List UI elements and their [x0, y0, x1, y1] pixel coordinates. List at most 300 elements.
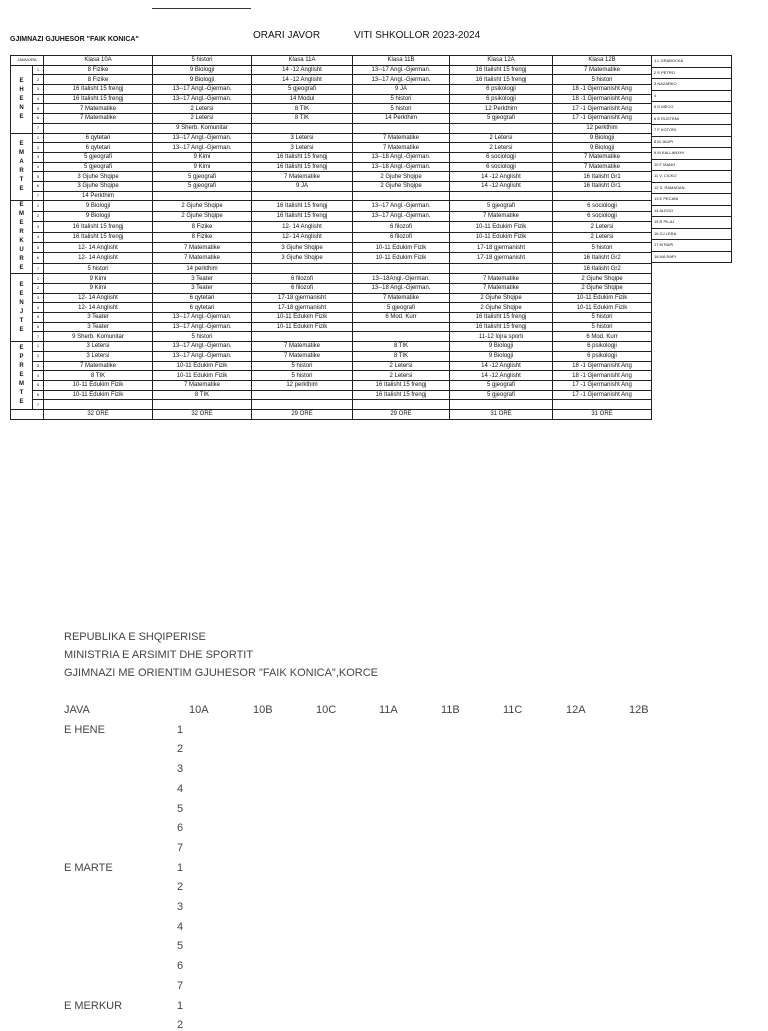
totals-spacer — [11, 409, 44, 419]
period-number: 3 — [33, 222, 44, 232]
lesson-cell: 12 Perkthim — [450, 104, 553, 114]
lesson-cell: 7 Matematike — [450, 211, 553, 221]
lesson-cell: 11-12 lojra sporti — [450, 332, 553, 342]
lesson-cell: 14 -12 Anglisht — [252, 65, 353, 75]
template-header-line: MINISTRIA E ARSIMIT DHE SPORTIT — [64, 649, 254, 661]
grid-period-number: 1 — [177, 999, 184, 1012]
table-row — [11, 263, 652, 273]
lesson-cell: 5 histori — [252, 371, 353, 381]
lesson-cell: 5 histori — [353, 94, 450, 104]
lesson-cell: 5 gjeografi — [450, 114, 553, 124]
lesson-cell — [353, 263, 450, 273]
period-number: 4 — [33, 371, 44, 381]
teacher-name: 18 MA RAPI — [652, 251, 732, 263]
lesson-cell: 7 Matematike — [252, 172, 353, 182]
lesson-cell: 14 -12 Anglisht — [450, 361, 553, 371]
lesson-cell: 9 Kimi — [44, 274, 153, 284]
table-row — [11, 123, 652, 133]
teacher-row — [652, 205, 732, 217]
lesson-cell — [353, 191, 450, 201]
lesson-cell: 18 -1 Gjermanisht Ang — [553, 361, 652, 371]
lesson-cell: 5 gjeografi — [450, 380, 553, 390]
day-label — [11, 342, 33, 410]
lesson-cell: 14 -12 Anglisht — [252, 75, 353, 85]
period-number: 1 — [33, 274, 44, 284]
lesson-cell: 6 sociologji — [553, 201, 652, 211]
table-row — [11, 371, 652, 381]
grid-header-cell: 10A — [189, 704, 209, 716]
column-header: Klasa 10A — [44, 56, 153, 66]
lesson-cell: 8 Fizike — [153, 222, 252, 232]
lesson-cell: 10-11 Edukim Fizik — [553, 303, 652, 313]
period-number: 5 — [33, 243, 44, 253]
period-number: 3 — [33, 85, 44, 95]
day-label — [11, 201, 33, 274]
teacher-name: 17 M RAPI — [652, 240, 732, 252]
lesson-cell: 9 Biologji — [153, 75, 252, 85]
lesson-cell: 17 -1 Gjermanisht Ang — [553, 104, 652, 114]
lesson-cell: 13--17 Angl.-Gjerman. — [353, 75, 450, 85]
total-hours: 29 ORE — [252, 409, 353, 419]
table-row — [11, 65, 652, 75]
lesson-cell: 16 Italisht Gr2 — [553, 263, 652, 273]
lesson-cell: 3 Gjuhe Shqipe — [252, 253, 353, 263]
lesson-cell: 17-18 gjermanisht — [252, 303, 353, 313]
lesson-cell: 13--17 Angl.-Gjerman. — [153, 313, 252, 323]
table-row — [11, 332, 652, 342]
teacher-name: 8 M JAUPI — [652, 136, 732, 148]
lesson-cell: 5 gjeografi — [153, 181, 252, 191]
top-rule — [152, 8, 251, 9]
teacher-row — [652, 148, 732, 160]
total-hours: 29 ORE — [353, 409, 450, 419]
teacher-row — [652, 113, 732, 125]
lesson-cell: 2 Letersi — [153, 104, 252, 114]
lesson-cell: 8 Fizike — [153, 232, 252, 242]
grid-period-number: 3 — [177, 763, 184, 776]
lesson-cell — [450, 123, 553, 133]
teacher-name: 12 S. RAMADAN — [652, 182, 732, 194]
period-number: 5 — [33, 313, 44, 323]
lesson-cell: 5 gjeografi — [353, 303, 450, 313]
period-number: 1 — [33, 342, 44, 352]
lesson-cell: 2 Letersi — [450, 143, 553, 153]
teacher-name: 14 ALEGO — [652, 205, 732, 217]
lesson-cell: 13--17 Angl.-Gjerman. — [153, 94, 252, 104]
teacher-row — [652, 102, 732, 114]
school-name: GJIMNAZI GJUHESOR "FAIK KONICA" — [10, 36, 139, 43]
column-header: 5 histori — [153, 56, 252, 66]
lesson-cell: 16 Italisht 15 frengj — [353, 380, 450, 390]
period-number: 6 — [33, 114, 44, 124]
lesson-cell: 16 Italisht 15 frengj — [44, 85, 153, 95]
table-row — [11, 114, 652, 124]
lesson-cell: 12 perkthim — [252, 380, 353, 390]
period-number: 5 — [33, 104, 44, 114]
grid-header-cell: 12A — [566, 704, 586, 716]
grid-day-label: E HENE — [64, 723, 105, 736]
schedule-title: ORARI JAVOR — [253, 30, 321, 41]
grid-period-number: 7 — [177, 979, 184, 992]
lesson-cell: 7 Matematike — [153, 253, 252, 263]
lesson-cell: 2 Gjuhe Shqipe — [553, 274, 652, 284]
teacher-name: 7 F KOTORI — [652, 125, 732, 137]
lesson-cell: 2 Letersi — [353, 371, 450, 381]
lesson-cell: 13--17 Angl.-Gjerman. — [153, 322, 252, 332]
lesson-cell: 17-18 gjermanisht — [450, 243, 553, 253]
table-row — [11, 94, 652, 104]
period-number: 1 — [33, 65, 44, 75]
period-number: 3 — [33, 293, 44, 303]
table-row — [11, 104, 652, 114]
lesson-cell: 7 Matematike — [553, 152, 652, 162]
lesson-cell: 9 Biologji — [450, 342, 553, 352]
lesson-cell: 9 JA — [353, 85, 450, 95]
lesson-cell: 7 Matematike — [252, 351, 353, 361]
period-number: 5 — [33, 172, 44, 182]
lesson-cell: 5 gjeografi — [44, 162, 153, 172]
grid-period-number: 3 — [177, 901, 184, 913]
lesson-cell: 16 Italisht 15 frengj — [450, 75, 553, 85]
table-row — [11, 253, 652, 263]
grid-period-number: 5 — [177, 802, 184, 815]
lesson-cell: 7 Matematike — [252, 342, 353, 352]
lesson-cell: 5 histori — [153, 332, 252, 342]
teacher-row — [652, 159, 732, 171]
lesson-cell: 5 gjeografi — [44, 152, 153, 162]
lesson-cell: 3 Gjuhe Shqipe — [44, 181, 153, 191]
table-row — [11, 211, 652, 221]
lesson-cell: 13--17 Angl.-Gjerman. — [153, 85, 252, 95]
lesson-cell: 5 histori — [553, 313, 652, 323]
teacher-row — [652, 90, 732, 102]
lesson-cell — [153, 191, 252, 201]
lesson-cell: 12- 14 Anglisht — [252, 222, 353, 232]
lesson-cell: 2 Letersi — [553, 232, 652, 242]
lesson-cell: 3 Teater — [153, 284, 252, 294]
lesson-cell: 6 filozofi — [252, 274, 353, 284]
lesson-cell — [153, 400, 252, 410]
lesson-cell — [44, 400, 153, 410]
grid-header-cell: 12B — [629, 704, 649, 716]
lesson-cell: 6 filozofi — [353, 222, 450, 232]
table-row — [11, 361, 652, 371]
day-label-text: E MARTE — [19, 140, 24, 192]
lesson-cell: 13--17 Angl.-Gjerman. — [153, 342, 252, 352]
lesson-cell: 14 -12 Anglisht — [450, 181, 553, 191]
table-row — [11, 342, 652, 352]
teacher-row — [652, 217, 732, 229]
teacher-name: 2 E PETRO — [652, 67, 732, 79]
grid-period-number: 2 — [177, 881, 184, 894]
lesson-cell: 10-11 Edukim Fizik — [252, 322, 353, 332]
lesson-cell: 14 Perkthim — [353, 114, 450, 124]
lesson-cell: 10-11 Edukim Fizik — [153, 361, 252, 371]
lesson-cell: 9 Biologji — [553, 133, 652, 143]
lesson-cell: 5 histori — [44, 263, 153, 273]
lesson-cell: 7 Matematike — [353, 143, 450, 153]
teacher-name: 13 E PECANI — [652, 194, 732, 206]
lesson-cell: 6 Mod. Kurr — [353, 313, 450, 323]
lesson-cell: 16 Italisht 15 frengj — [252, 152, 353, 162]
lesson-cell: 5 histori — [353, 104, 450, 114]
period-number: 4 — [33, 162, 44, 172]
lesson-cell: 10-11 Edukim Fizik — [353, 243, 450, 253]
lesson-cell — [252, 390, 353, 400]
day-label-text: E PREMTE — [19, 345, 24, 406]
lesson-cell: 7 Matematike — [353, 293, 450, 303]
period-number: 4 — [33, 94, 44, 104]
lesson-cell: 17-18 gjermanisht — [252, 293, 353, 303]
table-row — [11, 133, 652, 143]
period-number: 2 — [33, 351, 44, 361]
total-hours: 32 ORE — [44, 409, 153, 419]
lesson-cell: 6 filozofi — [252, 284, 353, 294]
table-header-row — [11, 56, 652, 66]
lesson-cell: 14 -12 Anglisht — [450, 172, 553, 182]
day-label-text: E HENE — [19, 77, 24, 120]
lesson-cell: 3 Letersi — [44, 342, 153, 352]
lesson-cell: 5 gjeografi — [252, 85, 353, 95]
lesson-cell: 8 TIK — [353, 351, 450, 361]
day-label — [11, 274, 33, 342]
lesson-cell: 5 gjeografi — [153, 172, 252, 182]
lesson-cell: 17-18 gjermanisht — [450, 253, 553, 263]
lesson-cell: 3 Letersi — [252, 133, 353, 143]
lesson-cell: 7 Matematike — [153, 243, 252, 253]
period-number: 3 — [33, 361, 44, 371]
period-number: 6 — [33, 390, 44, 400]
lesson-cell — [252, 400, 353, 410]
lesson-cell: 13--17 Angl.-Gjerman. — [353, 65, 450, 75]
table-row — [11, 274, 652, 284]
lesson-cell: 5 histori — [553, 243, 652, 253]
teacher-row — [652, 251, 732, 263]
lesson-cell: 16 Italisht Gr1 — [553, 181, 652, 191]
lesson-cell — [553, 191, 652, 201]
period-number: 5 — [33, 380, 44, 390]
lesson-cell — [252, 191, 353, 201]
lesson-cell: 10-11 Edukim Fizik — [44, 390, 153, 400]
period-number: 7 — [33, 191, 44, 201]
lesson-cell: 5 gjeografi — [450, 201, 553, 211]
lesson-cell — [44, 123, 153, 133]
table-row — [11, 400, 652, 410]
lesson-cell: 2 Gjuhe Shqipe — [353, 172, 450, 182]
lesson-cell: 17 -1 Gjermanisht Ang — [553, 114, 652, 124]
grid-period-number: 1 — [177, 861, 184, 874]
lesson-cell: 2 Letersi — [450, 133, 553, 143]
lesson-cell: 16 Italisht 15 frengj — [44, 94, 153, 104]
lesson-cell: 13--17 Angl.-Gjerman. — [353, 201, 450, 211]
grid-period-number: 2 — [177, 1019, 184, 1031]
lesson-cell: 7 Matematike — [450, 274, 553, 284]
lesson-cell: 17 -1 Gjermanisht Ang — [553, 380, 652, 390]
table-row — [11, 222, 652, 232]
lesson-cell: 8 Fizike — [44, 65, 153, 75]
lesson-cell: 14 Perkthim — [44, 191, 153, 201]
table-row — [11, 75, 652, 85]
table-row — [11, 191, 652, 201]
day-label — [11, 65, 33, 133]
lesson-cell: 6 psikologji — [450, 85, 553, 95]
lesson-cell: 2 Letersi — [353, 361, 450, 371]
lesson-cell — [353, 400, 450, 410]
lesson-cell: 16 Italisht 15 frengj — [353, 390, 450, 400]
teacher-row — [652, 67, 732, 79]
period-number: 2 — [33, 211, 44, 221]
lesson-cell: 6 sociologji — [450, 152, 553, 162]
lesson-cell: 6 psikologji — [553, 351, 652, 361]
teacher-row — [652, 171, 732, 183]
teacher-row — [652, 240, 732, 252]
lesson-cell: 12- 14 Anglisht — [44, 303, 153, 313]
lesson-cell: 7 Matematike — [153, 380, 252, 390]
lesson-cell: 2 Gjuhe Shqipe — [450, 293, 553, 303]
lesson-cell: 17 -1 Gjermanisht Ang — [553, 390, 652, 400]
teacher-name: 5 D MECO — [652, 102, 732, 114]
lesson-cell: 9 Kimi — [153, 152, 252, 162]
lesson-cell: 13--18 Angl.-Gjerman. — [353, 152, 450, 162]
grid-header-cell: 11B — [441, 704, 460, 716]
total-hours: 32 ORE — [153, 409, 252, 419]
lesson-cell: 10-11 Edukim Fizik — [44, 380, 153, 390]
lesson-cell — [450, 400, 553, 410]
table-row — [11, 232, 652, 242]
lesson-cell — [353, 322, 450, 332]
lesson-cell: 9 Biologji — [553, 143, 652, 153]
grid-header-cell: 11C — [503, 704, 523, 716]
teacher-name: 4 — [652, 90, 732, 102]
lesson-cell: 2 Gjuhe Shqipe — [353, 181, 450, 191]
lesson-cell: 16 Italisht 15 frengj — [252, 211, 353, 221]
lesson-cell: 13--17 Angl.-Gjerman. — [153, 143, 252, 153]
lesson-cell: 16 Italisht 15 frengj — [450, 313, 553, 323]
lesson-cell: 5 histori — [553, 75, 652, 85]
lesson-cell — [353, 332, 450, 342]
period-number: 2 — [33, 284, 44, 294]
lesson-cell: 7 Matematike — [450, 284, 553, 294]
lesson-cell: 8 TIK — [44, 371, 153, 381]
lesson-cell: 7 Matematike — [553, 65, 652, 75]
period-number: 1 — [33, 133, 44, 143]
table-row — [11, 85, 652, 95]
period-number: 7 — [33, 400, 44, 410]
table-row — [11, 243, 652, 253]
day-label-text: E ENJTE — [19, 281, 24, 333]
teacher-name: 3 NAZARKO — [652, 79, 732, 91]
period-number: 2 — [33, 143, 44, 153]
lesson-cell: 8 TIK — [252, 104, 353, 114]
lesson-cell: 6 qytetari — [44, 133, 153, 143]
column-header: Klasa 12B — [553, 56, 652, 66]
lesson-cell: 2 Gjuhe Shqipe — [153, 211, 252, 221]
lesson-cell: 10-11 Edukim Fizik — [153, 371, 252, 381]
period-number: 3 — [33, 152, 44, 162]
grid-period-number: 6 — [177, 822, 184, 835]
lesson-cell: 2 Letersi — [553, 222, 652, 232]
table-row — [11, 143, 652, 153]
grid-header-cell: JAVA — [64, 704, 90, 716]
grid-day-label: E MERKUR — [64, 999, 123, 1012]
lesson-cell: 6 psikologji — [553, 342, 652, 352]
grid-header-cell: 10B — [253, 704, 273, 716]
table-row — [11, 293, 652, 303]
lesson-cell: 7 Matematike — [44, 114, 153, 124]
period-number: 2 — [33, 75, 44, 85]
lesson-cell: 9 Biologji — [44, 211, 153, 221]
day-label-text: E MERKURE — [19, 202, 24, 272]
table-row — [11, 351, 652, 361]
lesson-cell: 16 Italisht 15 frengj — [450, 65, 553, 75]
lesson-cell: 7 Matematike — [553, 162, 652, 172]
lesson-cell: 8 TIK — [252, 114, 353, 124]
column-header: Klasa 11A — [252, 56, 353, 66]
table-row — [11, 152, 652, 162]
lesson-cell: 6 psikologji — [450, 94, 553, 104]
lesson-cell: 10-11 Edukim Fizik — [450, 222, 553, 232]
lesson-cell: 10-11 Edukim Fizik — [252, 313, 353, 323]
corner-cell: JAVA/ORA — [11, 56, 44, 66]
grid-period-number: 2 — [177, 743, 184, 756]
teacher-name: 10 F MANO — [652, 159, 732, 171]
period-number: 4 — [33, 232, 44, 242]
total-hours: 31 ORE — [553, 409, 652, 419]
table-row — [11, 172, 652, 182]
lesson-cell: 5 gjeografi — [450, 390, 553, 400]
template-header-line: REPUBLIKA E SHQIPERISE — [64, 631, 206, 643]
teacher-row — [652, 125, 732, 137]
teacher-name: 16 GJ LERA — [652, 228, 732, 240]
lesson-cell: 13--18Angl.-Gjerman. — [353, 274, 450, 284]
lesson-cell: 16 Italisht 15 frengj — [252, 162, 353, 172]
period-number: 4 — [33, 303, 44, 313]
lesson-cell — [252, 263, 353, 273]
column-header: Klasa 11B — [353, 56, 450, 66]
lesson-cell: 18 -1 Gjermanisht Ang — [553, 94, 652, 104]
table-row — [11, 162, 652, 172]
lesson-cell: 3 Teater — [44, 322, 153, 332]
lesson-cell: 9 Biologji — [44, 201, 153, 211]
teacher-name: 6 E RUSTEMI — [652, 113, 732, 125]
lesson-cell: 14 Modul — [252, 94, 353, 104]
lesson-cell: 2 Gjuhe Shqipe — [153, 201, 252, 211]
period-number: 6 — [33, 253, 44, 263]
lesson-cell: 10-11 Edukim Fizik — [353, 253, 450, 263]
lesson-cell: 9 Sherb. Komunitar — [44, 332, 153, 342]
lesson-cell: 13--17 Angl.-Gjerman. — [153, 133, 252, 143]
lesson-cell: 5 histori — [252, 361, 353, 371]
lesson-cell: 16 Italisht 15 frengj — [450, 322, 553, 332]
grid-day-label: E MARTE — [64, 861, 113, 874]
period-number: 6 — [33, 322, 44, 332]
grid-period-number: 6 — [177, 960, 184, 973]
lesson-cell: 13--18 Angl.-Gjerman. — [353, 284, 450, 294]
lesson-cell: 6 sociologji — [553, 211, 652, 221]
lesson-cell: 10-11 Edukim Fizik — [450, 232, 553, 242]
totals-row — [11, 409, 652, 419]
teacher-row — [652, 194, 732, 206]
teacher-row — [652, 182, 732, 194]
grid-period-number: 4 — [177, 782, 184, 795]
lesson-cell: 9 Kimi — [44, 284, 153, 294]
lesson-cell: 9 JA — [252, 181, 353, 191]
lesson-cell: 6 qytetari — [153, 303, 252, 313]
lesson-cell: 13--17 Angl.-Gjerman. — [153, 351, 252, 361]
grid-period-number: 5 — [177, 940, 184, 953]
lesson-cell: 6 Mod. Kurr — [553, 332, 652, 342]
grid-header-cell: 11A — [379, 704, 398, 716]
